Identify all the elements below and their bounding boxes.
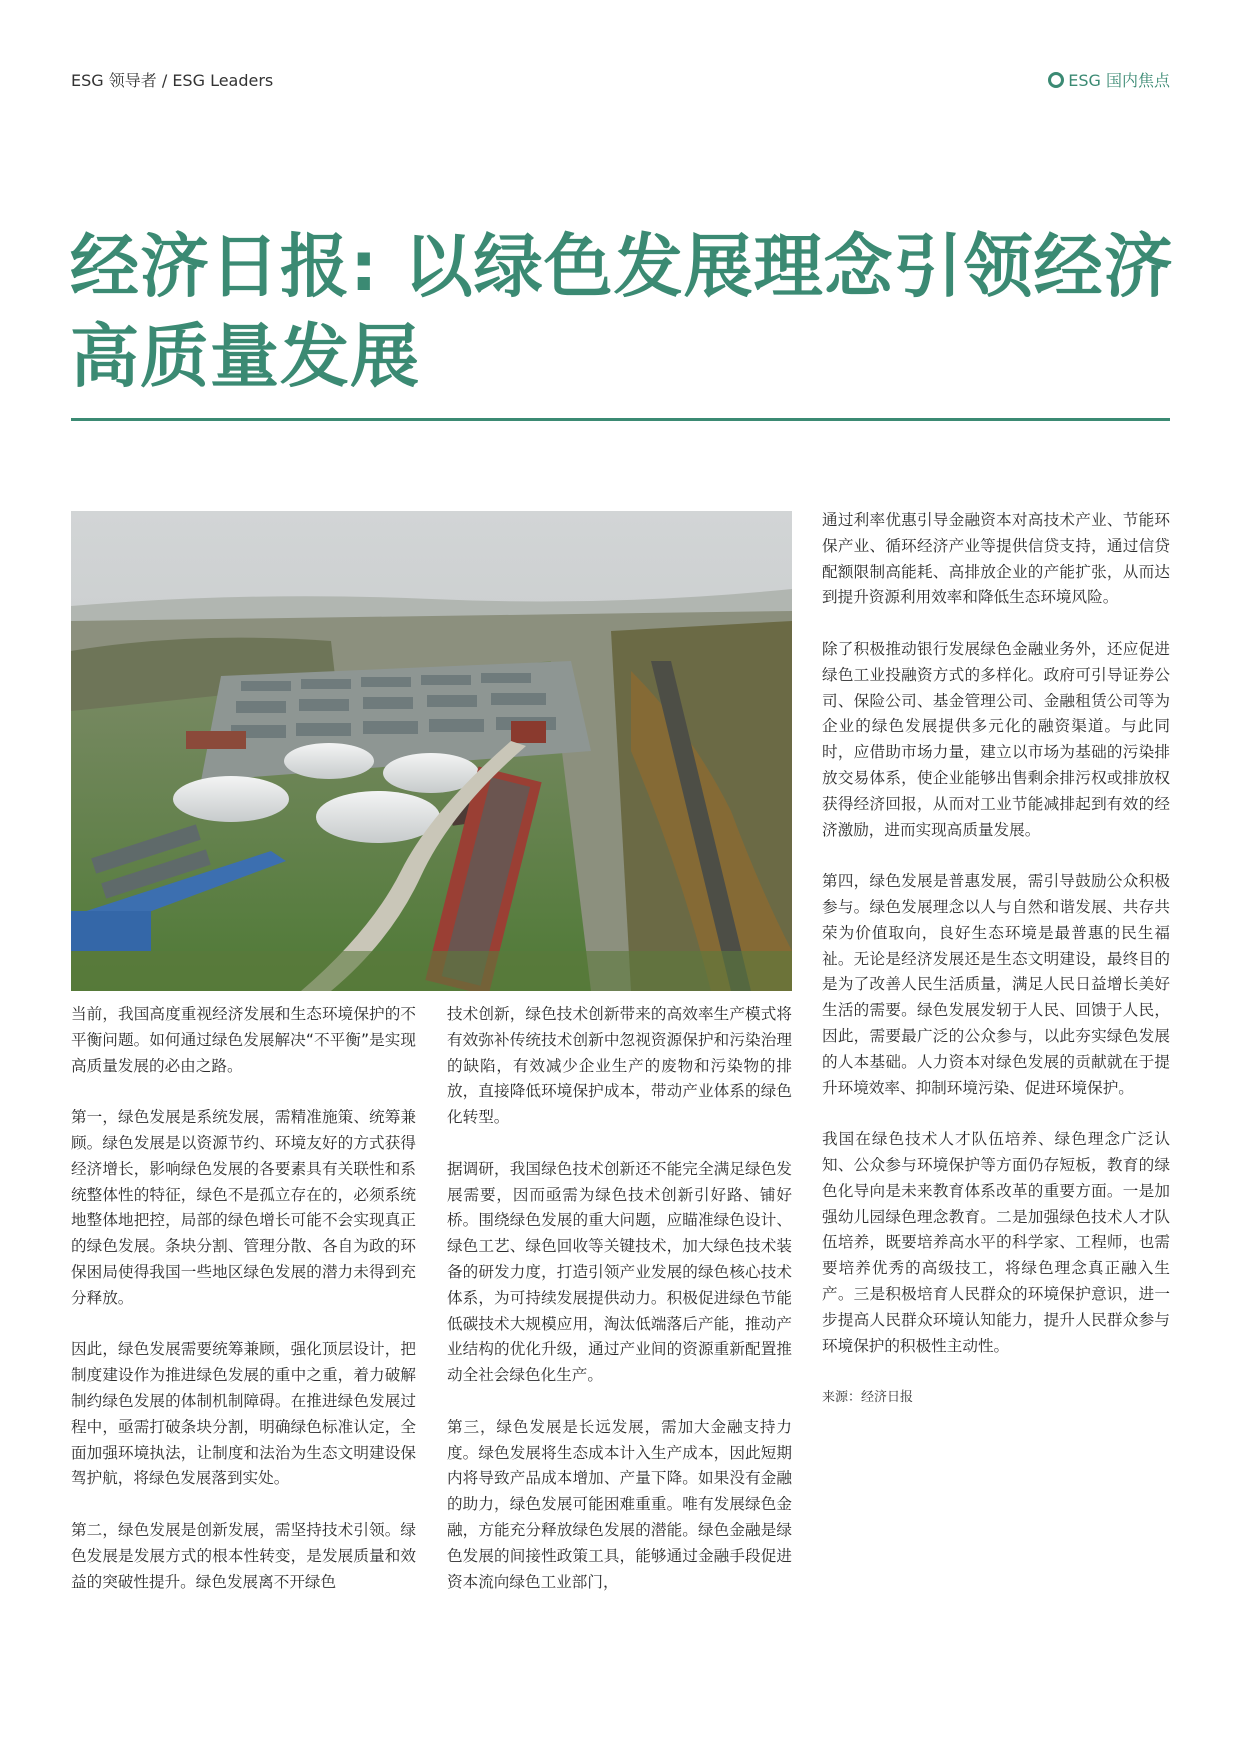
article-source: 来源：经济日报 — [822, 1390, 914, 1406]
article-column-1 — [71, 1002, 416, 1621]
article-column-2 — [447, 1002, 792, 1621]
aerial-photo-water-treatment-plant — [71, 511, 792, 991]
paragraph: 第一，绿色发展是系统发展，需精准施策、统筹兼顾。绿色发展是以资源节约、环境友好的方式获得经济增长，影响绿色发展的各要素具有关联性和系统整体性的特征，绿色不是孤立存在的，必须系统地整体地把控，局部的绿色增长可能不会实现真正的绿色发展。条块分割、管理分散、各自为政的环保困局使得我国一些地区绿色发展的潜力未得到充分释放。 — [71, 1108, 416, 1307]
paragraph: 我国在绿色技术人才队伍培养、绿色理念广泛认知、公众参与环境保护等方面仍存短板，教育的绿色化导向是未来教育体系改革的重要方面。一是加强幼儿园绿色理念教育。二是加强绿色技术人才队伍培养，既要培养高水平的科学家、工程师，也需要培养优秀的高级技工，将绿色理念真正融入生产。三是积极培育人民群众的环境保护意识，进一步提高人民群众环境认知能力，提升人民群众参与环境保护的积极性主动性。 — [822, 1130, 1170, 1355]
paragraph: 当前，我国高度重视经济发展和生态环境保护的不平衡问题。如何通过绿色发展解决“不平衡”是实现高质量发展的必由之路。 — [71, 1005, 416, 1075]
paragraph: 因此，绿色发展需要统筹兼顾，强化顶层设计，把制度建设作为推进绿色发展的重中之重，着力破解制约绿色发展的体制机制障碍。在推进绿色发展过程中，亟需打破条块分割，明确绿色标准认定，全面加强环境执法，让制度和法治为生态文明建设保驾护航，将绿色发展落到实处。 — [71, 1340, 416, 1488]
paragraph: 据调研，我国绿色技术创新还不能完全满足绿色发展需要，因而亟需为绿色技术创新引好路、铺好桥。围绕绿色发展的重大问题，应瞄准绿色设计、绿色工艺、绿色回收等关键技术，加大绿色技术装备的研发力度，打造引领产业发展的绿色核心技术体系，为可持续发展提供动力。积极促进绿色节能低碳技术大规模应用，淘汰低端落后产能，推动产业结构的优化升级，通过产业间的资源重新配置推动全社会绿色化生产。 — [447, 1159, 792, 1385]
photo-illustration — [71, 511, 792, 991]
ring-icon — [1048, 72, 1064, 88]
section-label — [1048, 68, 1170, 91]
title-divider — [71, 418, 1170, 421]
paragraph: 技术创新，绿色技术创新带来的高效率生产模式将有效弥补传统技术创新中忽视资源保护和污染治理的缺陷，有效减少企业生产的废物和污染物的排放，直接降低环境保护成本，带动产业体系的绿色化转型。 — [447, 1005, 792, 1127]
paragraph: 除了积极推动银行发展绿色金融业务外，还应促进绿色工业投融资方式的多样化。政府可引导证券公司、保险公司、基金管理公司、金融租赁公司等为企业的绿色发展提供多元化的融资渠道。与此同时，应借助市场力量，建立以市场为基础的污染排放交易体系，使企业能够出售剩余排污权或排放权获得经济回报，从而对工业节能减排起到有效的经济激励，进而实现高质量发展。 — [822, 639, 1170, 839]
paragraph: 通过利率优惠引导金融资本对高技术产业、节能环保产业、循环经济产业等提供信贷支持，通过信贷配额限制高能耗、高排放企业的产能扩张，从而达到提升资源利用效率和降低生态环境风险。 — [822, 511, 1170, 607]
article-title: 经济日报: 以绿色发展理念引领经济高质量发展 — [70, 227, 1174, 397]
paragraph: 第四，绿色发展是普惠发展，需引导鼓励公众积极参与。绿色发展理念以人与自然和谐发展、共存共荣为价值取向，良好生态环境是最普惠的民生福祉。无论是经济发展还是生态文明建设，最终目的是为了改善人民生活质量，满足人民日益增长美好生活的需要。绿色发展发轫于人民、回馈于人民，因此，需要最广泛的公众参与，以此夯实绿色发展的人本基础。人力资本对绿色发展的贡献就在于提升环境效率、抑制环境污染、促进环境保护。 — [822, 872, 1170, 1097]
paragraph: 第二，绿色发展是创新发展，需坚持技术引领。绿色发展是发展方式的根本性转变，是发展质量和效益的突破性提升。绿色发展离不开绿色 — [71, 1520, 416, 1591]
section-label-text: ESG 国内焦点 — [1068, 71, 1170, 90]
paragraph: 第三，绿色发展是长远发展，需加大金融支持力度。绿色发展将生态成本计入生产成本，因此短期内将导致产品成本增加、产量下降。如果没有金融的助力，绿色发展可能困难重重。唯有发展绿色金融，方能充分释放绿色发展的潜能。绿色金融是绿色发展的间接性政策工具，能够通过金融手段促进资本流向绿色工业部门， — [447, 1417, 792, 1591]
running-header: ESG 领导者 / ESG Leaders — [71, 71, 274, 90]
article-column-3 — [822, 508, 1170, 1437]
